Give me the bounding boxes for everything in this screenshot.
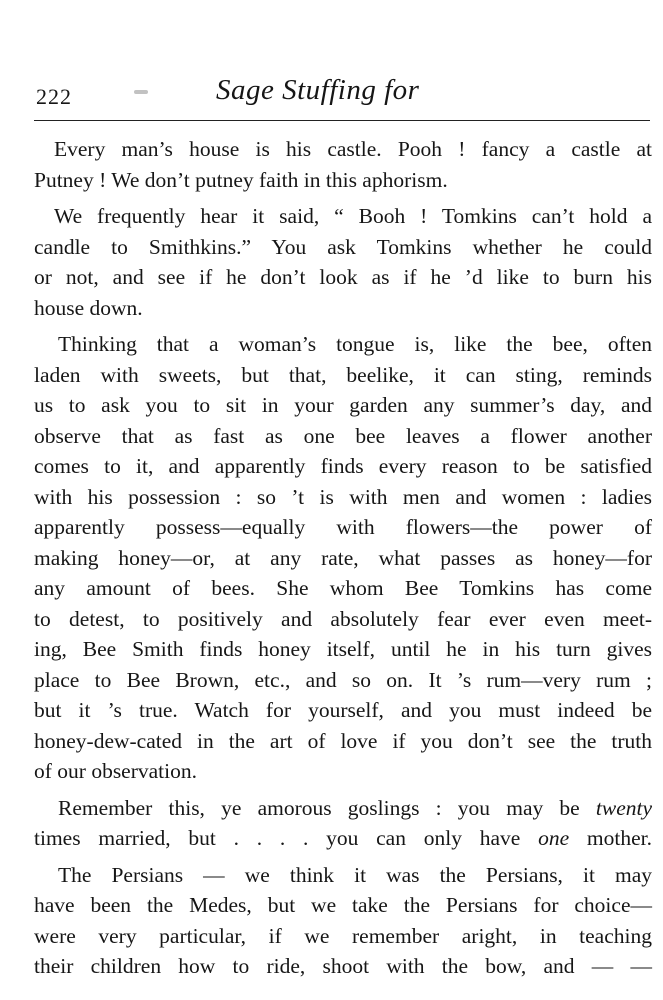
text-line: us to ask you to sit in your garden any summer’s day, and xyxy=(34,393,652,417)
text-line: Putney ! We don’t putney faith in this aphorism. xyxy=(34,167,448,192)
running-head xyxy=(36,74,636,114)
print-speck xyxy=(134,90,148,94)
text-line: were very particular, if we remember aright, in teaching xyxy=(34,923,652,948)
text-run: times married, but . . . . you can only have xyxy=(34,826,539,850)
header-rule xyxy=(34,120,650,121)
text-run: Remember this, ye amorous goslings : you may be xyxy=(58,795,596,820)
text-line: We frequently hear it said, “ Booh ! Tomkins can’t hold a xyxy=(54,204,652,228)
italic-word: twenty xyxy=(595,795,652,820)
page-number: 222 xyxy=(36,84,72,109)
text-run: mother. xyxy=(569,826,652,850)
text-line: observe that as fast as one bee leaves a flower another xyxy=(34,423,652,448)
text-line xyxy=(34,793,652,824)
text-line: Thinking that a woman’s tongue is, like the bee, often xyxy=(58,332,652,356)
text-line: any amount of bees. She whom Bee Tomkins has come xyxy=(34,576,652,600)
body-text xyxy=(34,134,652,982)
text-line: or not, and see if he don’t look as if he ’d like to burn his xyxy=(34,265,652,289)
text-line: honey-dew-cated in the art of love if you don’t see the truth xyxy=(34,728,652,753)
text-line: with his possession : so ’t is with men and women : ladies xyxy=(34,484,652,509)
running-title: Sage Stuffing for xyxy=(216,74,420,106)
text-line: have been the Medes, but we take the Persians for choice— xyxy=(34,893,652,917)
text-line: The Persians — we think it was the Persians, it may xyxy=(58,862,652,887)
italic-word: one xyxy=(538,826,570,850)
text-line: but it ’s true. Watch for yourself, and you must indeed be xyxy=(34,698,652,722)
text-line: their children how to ride, shoot with the bow, and — — xyxy=(34,954,652,978)
text-line: to detest, to positively and absolutely fear ever even meet- xyxy=(34,606,652,631)
text-line: apparently possess—equally with flowers—the power of xyxy=(34,515,652,539)
text-line: laden with sweets, but that, beelike, it can sting, reminds xyxy=(34,362,652,387)
text-line: candle to Smithkins.” You ask Tomkins whether he could xyxy=(34,234,652,259)
text-line: of our observation. xyxy=(34,759,198,783)
text-line: house down. xyxy=(34,295,143,320)
text-line: ing, Bee Smith finds honey itself, until he in his turn gives xyxy=(34,637,652,661)
text-line: comes to it, and apparently finds every reason to be satisfied xyxy=(34,454,652,478)
text-line: Every man’s house is his castle. Pooh ! fancy a castle at xyxy=(54,137,652,161)
text-line: place to Bee Brown, etc., and so on. It ’s rum—very rum ; xyxy=(34,667,652,692)
text-line: making honey—or, at any rate, what passes as honey—for xyxy=(34,545,652,570)
text-line xyxy=(34,823,652,854)
